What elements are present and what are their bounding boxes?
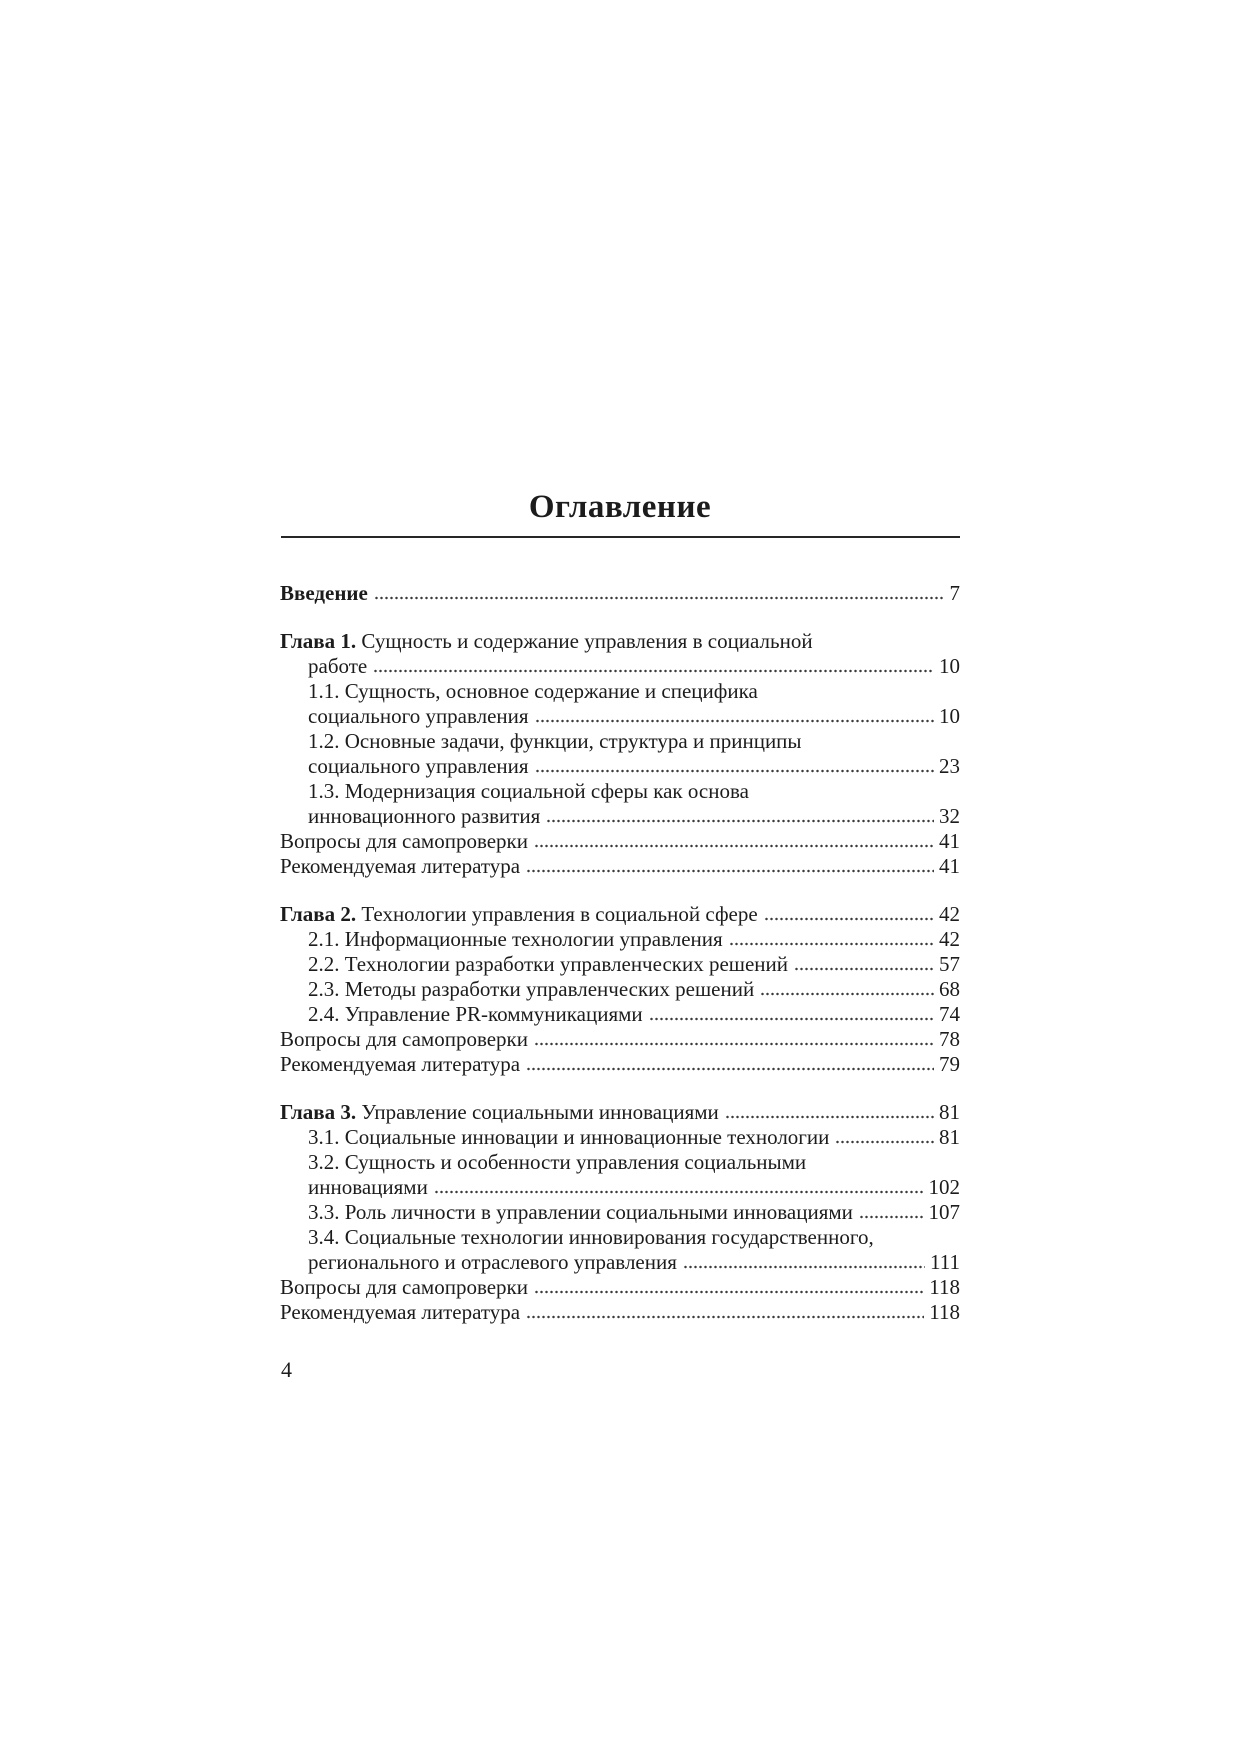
toc-entry-page: 68: [939, 977, 960, 1001]
toc-entry-page: 118: [929, 1275, 960, 1299]
toc-entry-page: 57: [939, 952, 960, 976]
toc-entry-page: 10: [939, 654, 960, 678]
toc-entry: [280, 1250, 960, 1275]
toc-entry-page: 23: [939, 754, 960, 778]
toc-entry: [280, 1027, 960, 1052]
toc-entry: [280, 754, 960, 779]
toc-entry-text: инновациями: [308, 1175, 428, 1199]
toc-entry-bold-label: Глава 1.: [280, 629, 357, 653]
toc-entry: [280, 1100, 960, 1125]
toc-entry: [280, 1150, 960, 1175]
toc-entry: [280, 1125, 960, 1150]
dot-leader: [760, 992, 934, 996]
dot-leader: [526, 869, 934, 873]
toc-entry-text: 3.2. Сущность и особенности управления социальными: [308, 1150, 807, 1174]
toc-entry-page: 81: [939, 1125, 960, 1149]
page-title: Оглавление: [528, 489, 712, 525]
toc-entry-page: 81: [939, 1100, 960, 1124]
toc-entry-text: 1.2. Основные задачи, функции, структура и принципы: [308, 729, 802, 753]
toc-entry-page: 79: [939, 1052, 960, 1076]
toc-entry: [280, 977, 960, 1002]
dot-leader: [725, 1115, 934, 1119]
toc-entry: [280, 1200, 960, 1225]
toc-entry-text: инновационного развития: [308, 804, 541, 828]
toc-entry-page: 7: [949, 581, 960, 605]
toc-entry: [280, 629, 960, 654]
toc-entry-bold-label: Глава 3.: [280, 1100, 357, 1124]
toc-entry-page: 78: [939, 1027, 960, 1051]
dot-leader: [683, 1265, 925, 1269]
toc-entry-page: 102: [928, 1175, 960, 1199]
toc-entry-text: 2.1. Информационные технологии управления: [308, 927, 723, 951]
dot-leader: [373, 669, 934, 673]
toc-entry-text: Управление социальными инновациями: [356, 1100, 719, 1124]
toc-entry-text: 3.4. Социальные технологии инновирования государственного,: [308, 1225, 874, 1249]
dot-leader: [526, 1067, 934, 1071]
toc-entry-page: 41: [939, 854, 960, 878]
toc-entry: [280, 729, 960, 754]
page-number: 4: [281, 1357, 292, 1382]
toc-list: [280, 581, 960, 1325]
toc-entry-text: социального управления: [308, 704, 529, 728]
dot-leader: [794, 967, 934, 971]
toc-entry-text: работе: [308, 654, 368, 678]
toc-entry: [280, 654, 960, 679]
toc-entry-text: 2.4. Управление PR-коммуникациями: [308, 1002, 643, 1026]
toc-entry: [280, 854, 960, 879]
toc-entry-page: 32: [939, 804, 960, 828]
toc-entry-bold-label: Введение: [280, 581, 368, 605]
toc-entry: [280, 679, 960, 704]
toc-entry-text: 2.3. Методы разработки управленческих решений: [308, 977, 755, 1001]
dot-leader: [835, 1140, 934, 1144]
toc-entry-text: 1.1. Сущность, основное содержание и специфика: [308, 679, 758, 703]
toc-entry-text: Рекомендуемая литература: [280, 854, 521, 878]
dot-leader: [649, 1017, 934, 1021]
dot-leader: [526, 1315, 924, 1319]
toc-entry-text: Вопросы для самопроверки: [280, 1027, 529, 1051]
toc-entry-text: Сущность и содержание управления в социальной: [356, 629, 813, 653]
toc-entry-page: 118: [929, 1300, 960, 1324]
toc-entry: [280, 1225, 960, 1250]
toc-entry-text: 2.2. Технологии разработки управленческих решений: [308, 952, 788, 976]
toc-entry: [280, 952, 960, 977]
toc-entry: [280, 804, 960, 829]
toc-entry: [280, 1052, 960, 1077]
dot-leader: [374, 596, 945, 600]
toc-entry-page: 41: [939, 829, 960, 853]
toc-entry: [280, 829, 960, 854]
title-rule: [281, 536, 960, 538]
toc-entry: [280, 1275, 960, 1300]
toc-entry: [280, 1300, 960, 1325]
dot-leader: [859, 1215, 924, 1219]
toc-entry-text: 1.3. Модернизация социальной сферы как основа: [308, 779, 749, 803]
toc-entry-page: 42: [939, 927, 960, 951]
toc-entry: [280, 779, 960, 804]
toc-entry-text: Рекомендуемая литература: [280, 1300, 521, 1324]
dot-leader: [434, 1190, 924, 1194]
dot-leader: [535, 719, 934, 723]
toc-entry-text: Вопросы для самопроверки: [280, 1275, 529, 1299]
toc-entry-page: 42: [939, 902, 960, 926]
toc-entry: [280, 902, 960, 927]
dot-leader: [764, 917, 934, 921]
toc-entry-text: социального управления: [308, 754, 529, 778]
toc-entry-text: Рекомендуемая литература: [280, 1052, 521, 1076]
toc-entry-text: 3.1. Социальные инновации и инновационные технологии: [308, 1125, 830, 1149]
toc-entry-text: 3.3. Роль личности в управлении социальными инновациями: [308, 1200, 853, 1224]
toc-entry-bold-label: Глава 2.: [280, 902, 357, 926]
toc-entry: [280, 1175, 960, 1200]
dot-leader: [729, 942, 934, 946]
toc-entry: [280, 1002, 960, 1027]
dot-leader: [534, 844, 934, 848]
toc-entry-page: 10: [939, 704, 960, 728]
toc-entry: [280, 927, 960, 952]
toc-entry: [280, 581, 960, 606]
toc-entry-page: 107: [928, 1200, 960, 1224]
dot-leader: [534, 1290, 924, 1294]
dot-leader: [535, 769, 934, 773]
dot-leader: [534, 1042, 934, 1046]
toc-entry-page: 74: [939, 1002, 960, 1026]
toc-entry-text: Вопросы для самопроверки: [280, 829, 529, 853]
toc-entry-text: регионального и отраслевого управления: [308, 1250, 677, 1274]
toc-entry: [280, 704, 960, 729]
dot-leader: [546, 819, 934, 823]
toc-entry-page: 111: [930, 1250, 960, 1274]
toc-entry-text: Технологии управления в социальной сфере: [356, 902, 758, 926]
